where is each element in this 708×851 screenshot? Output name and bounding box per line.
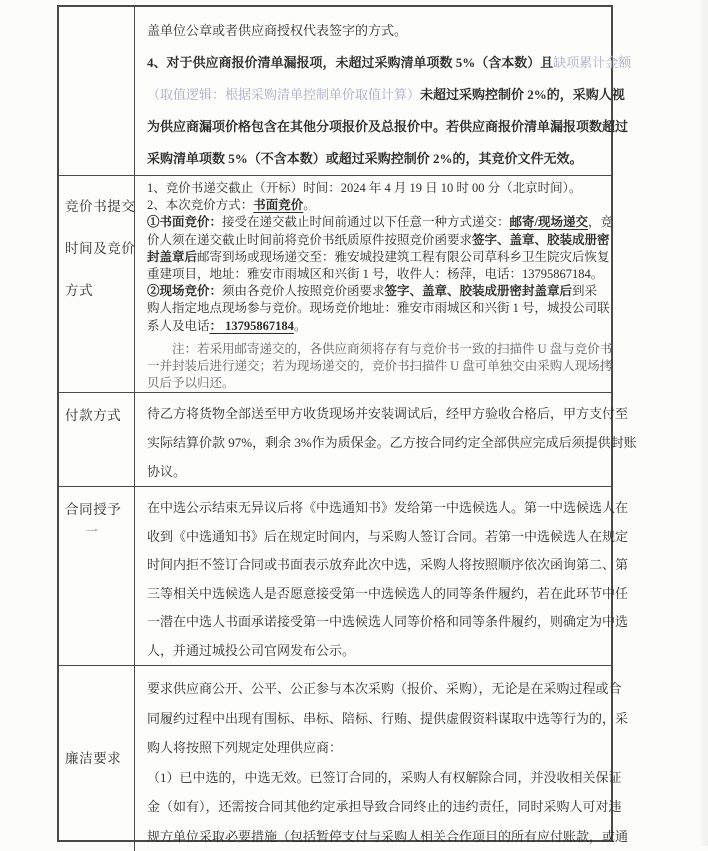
text-line [147, 232, 613, 249]
text-line [147, 733, 628, 763]
row-content-contract-award [135, 487, 636, 665]
text-run: 贝后予以归还。 [147, 376, 235, 391]
text-run: 须由各竞价人按照竞价函要求 [222, 284, 385, 299]
table-row-submission-time-and-method [59, 176, 614, 393]
text-line [147, 318, 613, 335]
text-run: 在中选公示结束无异议后将《中选通知书》发给第一中选候选人。第一中选候选人在 [147, 500, 629, 516]
text-line [147, 674, 628, 704]
row-content-integrity-requirements [135, 666, 636, 851]
text-run: 邮寄/现场递交 [509, 215, 589, 230]
text-line [147, 822, 628, 851]
text-run: 接受在递交截止时间前通过以下任意一种方式递交： [222, 215, 510, 230]
text-line [147, 15, 631, 47]
text-line [147, 704, 628, 734]
text-run: 实际结算价款 97%，剩余 3%作为质保金。乙方按合同约定全部供应完成后须提供封账 [147, 435, 637, 451]
row-label-integrity-requirements [59, 666, 135, 851]
row-label-text: 合同授予 [65, 502, 122, 518]
text-run: ①书面竞价： [147, 215, 223, 230]
text-line [147, 111, 631, 143]
text-run: 购人将按照下列规定处理供应商： [147, 740, 343, 756]
text-line [147, 428, 637, 457]
row-content-payment-terms [135, 393, 645, 486]
row-label-signature-method-continued [59, 7, 135, 175]
text-line [147, 763, 628, 793]
row-content-signature-method-continued [135, 7, 639, 175]
text-run: 系人及电话 [147, 318, 210, 333]
text-line [147, 341, 613, 358]
text-run: 采购清单项数 5%（不含本数）或超过采购控制价 2%的，其竞价文件无效。 [147, 151, 583, 166]
text-run: （取值逻辑：根据采购清单控制单价取值计算） [147, 87, 421, 102]
text-run: 。 [303, 198, 316, 213]
text-run: ，竞 [588, 215, 614, 230]
text-line [147, 551, 628, 580]
text-run: 签字、盖章、胶装成册密 [472, 232, 610, 247]
text-line [147, 523, 628, 552]
row-label-text: 方式 [65, 283, 94, 298]
row-content-submission-time-and-method [135, 176, 621, 392]
text-run: 价人须在递交截止时间前将竞价书纸质原件按照竞价函要求 [147, 232, 473, 247]
text-run: 一潜在中选人书面承诺接受第一中选候选人同等价格和同等条件履约，则确定为中选 [147, 614, 629, 630]
text-line [147, 283, 613, 300]
text-line [147, 494, 628, 523]
text-line [147, 399, 637, 428]
row-label-text: 竞价书提交 [65, 199, 136, 214]
text-run: 4、对于供应商报价清单漏报项，未超过采购清单项数 5%（含本数）且 [147, 55, 554, 70]
text-run: 人，并通过城投公司官网发布公示。 [147, 642, 356, 658]
text-line [147, 375, 613, 392]
text-run: 规方单位采取必要措施（包括暂停支付与采购人相关合作项目的所有应付账款，或通 [147, 828, 629, 844]
table-row-contract-award [59, 487, 629, 666]
text-line [147, 180, 613, 197]
row-label-text: 付款方式 [65, 408, 122, 424]
row-label-submission-time-and-method [59, 176, 135, 392]
document-table [57, 5, 637, 844]
row-label-payment-terms [59, 393, 135, 486]
text-line [147, 47, 631, 79]
text-line [147, 143, 631, 175]
text-run: 收到《中选通知书》后在规定时间内，与采购人签订合同。若第一中选候选人在规定 [147, 528, 629, 544]
text-run: 封盖章后 [147, 249, 198, 264]
text-run: 2、本次竞价方式： [147, 198, 254, 213]
text-run: 待乙方将货物全部送至甲方收货现场并安装调试后，经甲方验收合格后，甲方支付至 [147, 406, 629, 422]
text-run: ②现场竞价： [147, 284, 223, 299]
text-run: 购人指定地点现场参与竞价。现场竞价地址：雅安市雨城区和兴街 1 号，城投公司联 [147, 301, 610, 316]
text-run: （1）已中选的，中选无效。已签订合同的，采购人有权解除合同，并没收相关保证 [147, 769, 622, 785]
text-run: 时间内拒不签订合同或书面表示放弃此次中选，采购人将按照顺序依次函询第二、第 [147, 557, 629, 573]
text-run: 到采 [572, 284, 598, 299]
row-label-contract-award [59, 487, 135, 665]
text-run: 邮寄到场或现场递交至：雅安城投建筑工程有限公司草科乡卫生院灾后恢复 [197, 249, 610, 264]
row-label-text: 廉洁要求 [65, 750, 122, 766]
text-run: 协议。 [147, 464, 187, 480]
text-line [147, 358, 613, 375]
text-run: 注：若采用邮寄递交的，各供应商须将存有与竞价书一致的扫描件 U 盘与竞价书 [172, 341, 613, 356]
text-run: 金（如有），还需按合同其他约定承担导致合同终止的违约责任，同时采购人可对违 [147, 799, 622, 815]
text-line [147, 266, 613, 283]
text-run: 同履约过程中出现有围标、串标、陪标、行贿、提供虚假资料谋取中选等行为的，采 [147, 710, 629, 726]
text-line [147, 608, 628, 637]
text-line [147, 792, 628, 822]
table-row-payment-terms [59, 393, 637, 487]
text-line [147, 79, 631, 111]
text-line [147, 214, 613, 231]
row-label-text: 时间及竞价 [65, 241, 136, 256]
text-line [147, 197, 613, 214]
text-run: 盖单位公章或者供应商授权代表签字的方式。 [147, 23, 408, 38]
text-run: 。 [293, 318, 307, 333]
text-line [147, 300, 613, 317]
text-run: 1、竞价书递交截止（开标）时间：2024 年 4 月 19 日 10 时 00 分（北京时间）。 [147, 181, 582, 195]
scan-edge-shadow [698, 0, 708, 846]
label-dash-mark: 一 [85, 524, 99, 539]
text-run: 签字、盖章、胶装成册密封盖章后 [384, 284, 573, 299]
text-run: 为供应商漏项价格包含在其他分项报价及总报价中。若供应商报价清单漏报项数超过 [147, 119, 629, 134]
table-row-integrity-requirements [59, 666, 629, 851]
text-run: ： 13795867184 [209, 318, 294, 333]
text-line [147, 249, 613, 266]
text-run: 要求供应商公开、公平、公正参与本次采购（报价、采购），无论是在采购过程或合 [147, 681, 622, 697]
text-run: 缺项累计金额 [553, 55, 632, 70]
table-row-signature-method-continued [59, 7, 632, 176]
text-line [147, 580, 628, 609]
text-line [147, 457, 637, 486]
text-line [147, 637, 628, 666]
text-run: 未超过采购控制价 2%的，采购人视 [420, 87, 625, 102]
text-run: 书面竞价 [253, 198, 304, 213]
text-run: 三等相关中选候选人是否愿意接受第一中选候选人的同等条件履约，若在此环节中任 [147, 585, 629, 601]
text-run: 一并封装后进行递交；若为现场递交的，竞价书扫描件 U 盘可单独交由采购人现场拷 [147, 359, 613, 374]
text-run: 重建项目，地址：雅安市雨城区和兴街 1 号，收件人：杨萍，电话：13795867184。 [147, 267, 604, 282]
